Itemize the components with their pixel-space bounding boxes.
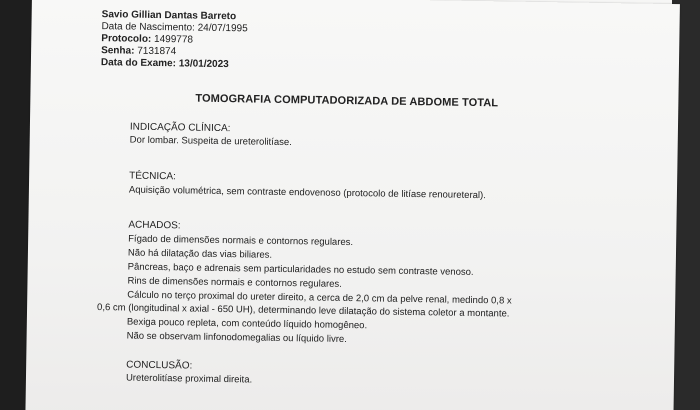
- exam-date-line: [101, 57, 229, 71]
- finding-line: Rins de dimensões normais e contornos regulares.: [127, 275, 342, 290]
- password-label: Senha:: [101, 45, 135, 57]
- finding-line: 0,6 cm (longitudinal x axial - 650 UH), determinando leve dilatação do sistema coletor a montante.: [96, 302, 510, 320]
- indication-text: Dor lombar. Suspeita de ureterolitíase.: [129, 134, 292, 149]
- finding-line: Bexiga pouco repleta, com conteúdo líquido homogêneo.: [126, 316, 368, 332]
- report-paper: [25, 0, 680, 410]
- report-title: TOMOGRAFIA COMPUTADORIZADA DE ABDOME TOTAL: [195, 92, 499, 110]
- protocol-label: Protocolo:: [101, 33, 152, 45]
- protocol-value: 1499778: [153, 33, 194, 46]
- exam-date-label: Data do Exame:: [100, 57, 177, 70]
- findings-heading: ACHADOS:: [128, 219, 181, 232]
- exam-date-value: 13/01/2023: [178, 58, 229, 71]
- birth-date-label: Data de Nascimento:: [101, 21, 195, 34]
- birth-date-value: 24/07/1995: [197, 22, 248, 35]
- password-value: 7131874: [137, 45, 177, 58]
- technique-heading: TÉCNICA:: [129, 170, 176, 183]
- finding-line: Pâncreas, baço e adrenais sem particularidades no estudo sem contraste venoso.: [127, 261, 474, 278]
- conclusion-text: Ureterolitíase proximal direita.: [125, 372, 253, 386]
- finding-line: Fígado de dimensões normais e contornos regulares.: [128, 233, 354, 249]
- patient-name: Savio Gillian Dantas Barreto: [101, 9, 237, 23]
- finding-line: Não há dilatação das vias biliares.: [127, 247, 273, 261]
- finding-line: Não se observam linfonodomegalias ou líquido livre.: [126, 330, 347, 345]
- conclusion-heading: CONCLUSÃO:: [126, 359, 193, 372]
- finding-line: Cálculo no terço proximal do ureter direito, a cerca de 2,0 cm da pelve renal, medindo 0,8 x: [127, 289, 512, 307]
- technique-text: Aquisição volumétrica, sem contraste endovenoso (protocolo de litíase renoureteral).: [128, 184, 486, 202]
- indication-heading: INDICAÇÃO CLÍNICA:: [129, 121, 231, 135]
